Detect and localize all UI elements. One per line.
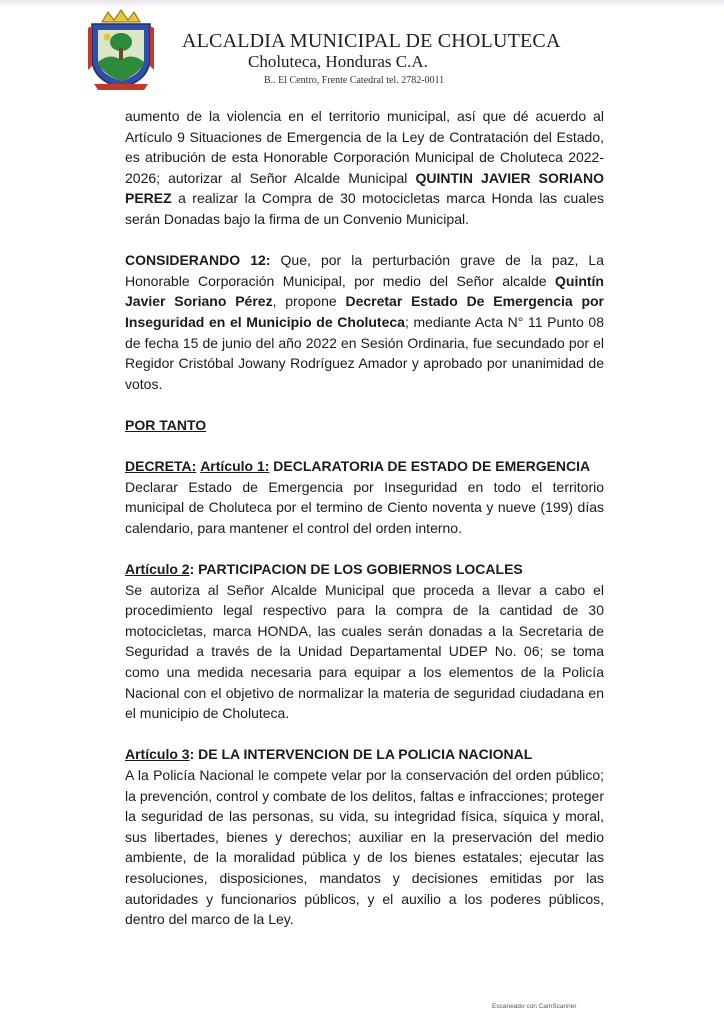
municipal-crest-logo: [84, 8, 158, 92]
scanner-watermark: Escaneado con CamScanner: [492, 1003, 577, 1010]
article3-label: Artículo 3: [125, 746, 190, 763]
article1-text: Declarar Estado de Emergencia por Inseguridad en todo el territorio municipal de Choluteca por el termino de Ciento noventa y nueve (199) días calendario, para mantener el control del orden interno.: [125, 478, 604, 536]
scan-top-edge: [0, 0, 724, 8]
article1-heading: [125, 456, 604, 477]
article3-title: : DE LA INTERVENCION DE LA POLICIA NACIONAL: [189, 746, 533, 763]
article3-heading: [125, 744, 604, 765]
considerando-paragraph: CONSIDERANDO 12: Que, por la perturbación grave de la paz, La Honorable Corporación Municipal, por medio del Señor alcalde Quintín Javier Soriano Pérez, propone Decretar Estado De Emergencia por Inseguridad en el Municipio de Choluteca; mediante Acta N° 11 Punto 08 de fecha 15 de junio del año 2022 en Sesión Ordinaria, fue secundado por el Regidor Cristóbal Jowany Rodríguez Amador y aprobado por unanimidad de votos.: [125, 252, 604, 392]
document-body: [125, 106, 604, 930]
decree-phrase: Decretar Estado De Emergencia por Inseguridad en el Municipio de Choluteca: [125, 293, 604, 330]
intro-paragraph: aumento de la violencia en el territorio municipal, así que dé acuerdo al Artículo 9 Situaciones de Emergencia de la Ley de Contratación del Estado, es atribución de esta Honorable Corporación Municipal de Choluteca 2022-2026; autorizar al Señor Alcalde Municipal QUINTIN JAVIER SORIANO PEREZ a realizar la Compra de 30 motocicletas marca Honda las cuales serán Donadas bajo la firma de un Convenio Municipal.: [125, 108, 604, 227]
header-address: B.. El Centro, Frente Catedral tel. 2782-0011: [264, 75, 445, 86]
article2-label: Artículo 2: [125, 561, 190, 578]
article1-title: DECLARATORIA DE ESTADO DE EMERGENCIA: [269, 458, 591, 475]
considerando-label: CONSIDERANDO 12:: [125, 252, 271, 269]
header-title: ALCALDIA MUNICIPAL DE CHOLUTECA: [182, 30, 561, 52]
header-subtitle: Choluteca, Honduras C.A.: [248, 52, 428, 71]
mayor-name-2: Quintín Javier Soriano Pérez: [125, 272, 604, 310]
article2-heading: [125, 559, 604, 580]
decreta-label: DECRETA:: [125, 458, 197, 475]
article2-text: Se autoriza al Señor Alcalde Municipal que proceda a llevar a cabo el procedimiento legal respectivo para la compra de la cantidad de 30 motocicletas, marca HONDA, las cuales serán donadas a la Secretaria de Seguridad a través de la Unidad Departamental UDEP No. 06; se toma como una medida necesaria para equipar a los elementos de la Policía Nacional con el objetivo de normalizar la materia de seguridad ciudadana en el municipio de Choluteca.: [125, 581, 604, 722]
article2-title: : PARTICIPACION DE LOS GOBIERNOS LOCALES: [189, 561, 523, 578]
mayor-name: QUINTIN JAVIER SORIANO PEREZ: [125, 169, 604, 207]
por-tanto-heading: POR TANTO: [125, 416, 207, 433]
article3-text: A la Policía Nacional le compete velar por la conservación del orden público; la prevención, control y combate de los delitos, faltas e infracciones; proteger la seguridad de las personas, su vida, su integridad física, síquica y moral, sus libertades, bienes y derechos; auxiliar en la preservación del medio ambiente, de la moralidad pública y de los bienes estatales; ejecutar las resoluciones, disposiciones, mandatos y decisiones emitidas por las autoridades y funcionarios públicos, y el auxilio a los poderes públicos, dentro del marco de la Ley.: [125, 767, 604, 928]
article1-label: Artículo 1:: [200, 458, 270, 475]
